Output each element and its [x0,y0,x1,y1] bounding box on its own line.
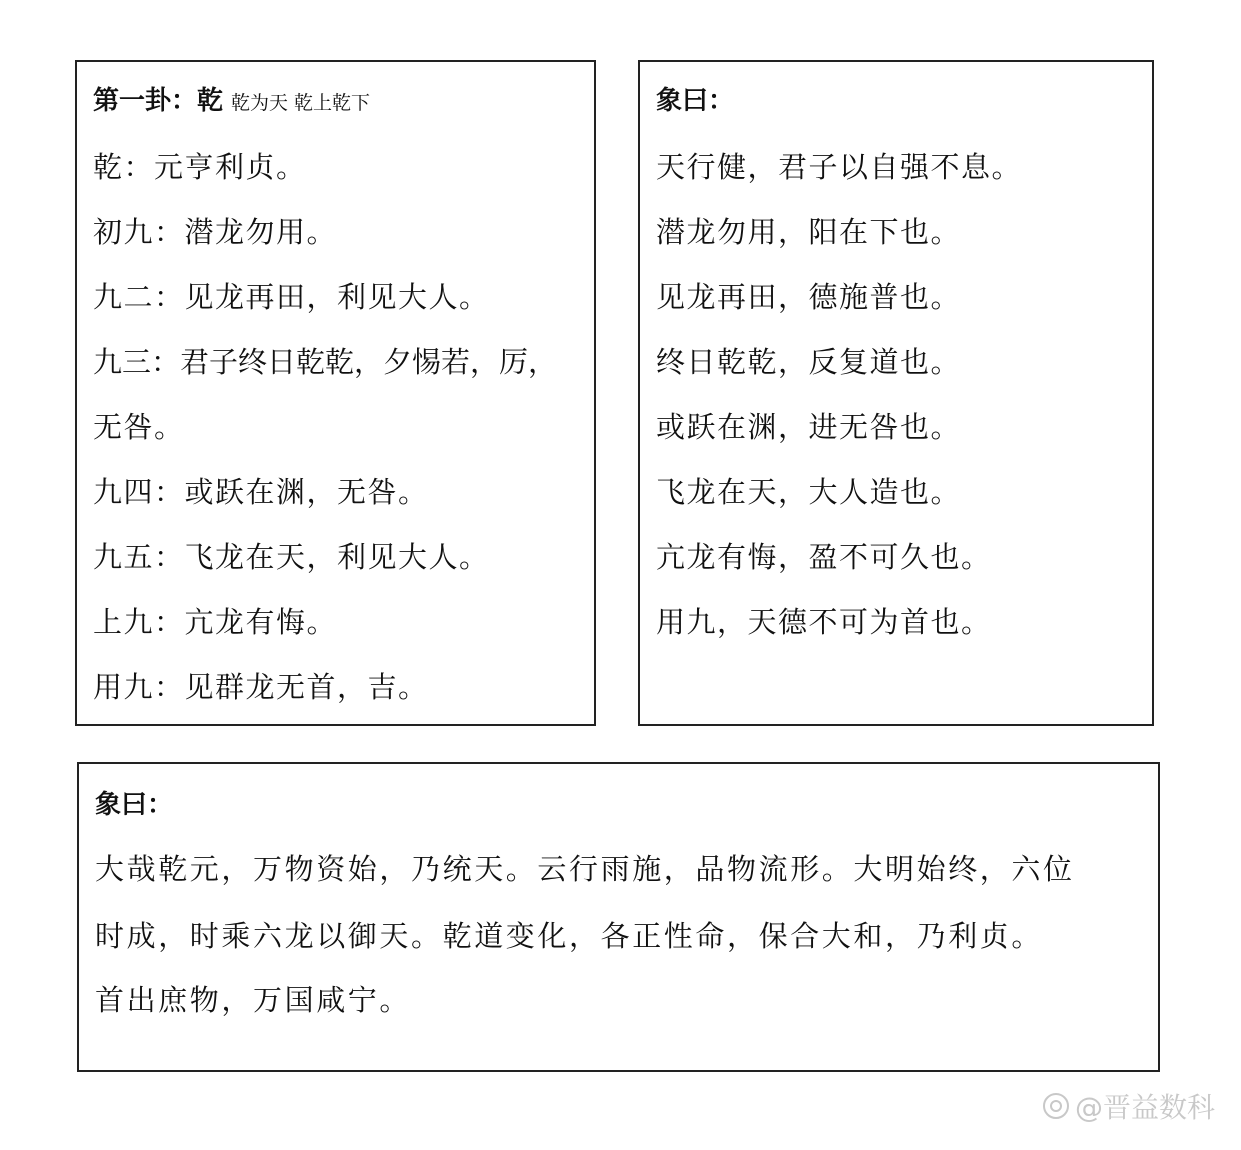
paragraph-line: 时成，时乘六龙以御天。乾道变化，各正性命，保合大和，乃利贞。 [95,919,1044,953]
text-line: 终日乾乾，反复道也。 [656,345,962,379]
commentary-title: 象曰： [656,86,735,116]
text-line: 用九，天德不可为首也。 [656,605,992,639]
text-line: 用九：见群龙无首，吉。 [93,670,429,704]
commentary-title: 象曰： [95,790,174,820]
paragraph-line: 大哉乾元，万物资始，乃统天。云行雨施，品物流形。大明始终，六位 [95,852,1075,886]
text-line: 见龙再田，德施普也。 [656,280,962,314]
hexagram-subtitle: 乾为天 乾上乾下 [231,92,371,114]
text-line: 或跃在渊，进无咎也。 [656,410,962,444]
text-line: 无咎。 [93,410,185,444]
text-line: 亢龙有悔，盈不可久也。 [656,540,992,574]
text-line: 初九：潜龙勿用。 [93,215,338,249]
watermark [1043,1086,1215,1126]
text-line: 上九：亢龙有悔。 [93,605,338,639]
text-line: 九四：或跃在渊，无咎。 [93,475,429,509]
text-line: 九二：见龙再田，利见大人。 [93,280,490,314]
watermark-text: @晋益数科 [1074,1091,1215,1124]
xiang-commentary-box [638,60,1154,726]
tuan-commentary-box [77,762,1160,1072]
text-line: 飞龙在天，大人造也。 [656,475,962,509]
hexagram-title: 第一卦：乾 乾为天 乾上乾下 [93,86,371,116]
text-line: 潜龙勿用，阳在下也。 [656,215,962,249]
text-line: 九五：飞龙在天，利见大人。 [93,540,490,574]
text-line: 天行健，君子以自强不息。 [656,150,1023,184]
watermark-logo-icon [1043,1093,1069,1119]
text-line: 乾：元亨利贞。 [93,150,307,184]
hexagram-text-box [75,60,596,726]
text-line: 九三：君子终日乾乾，夕惕若，厉， [93,345,558,379]
paragraph-line: 首出庶物，万国咸宁。 [95,983,412,1017]
